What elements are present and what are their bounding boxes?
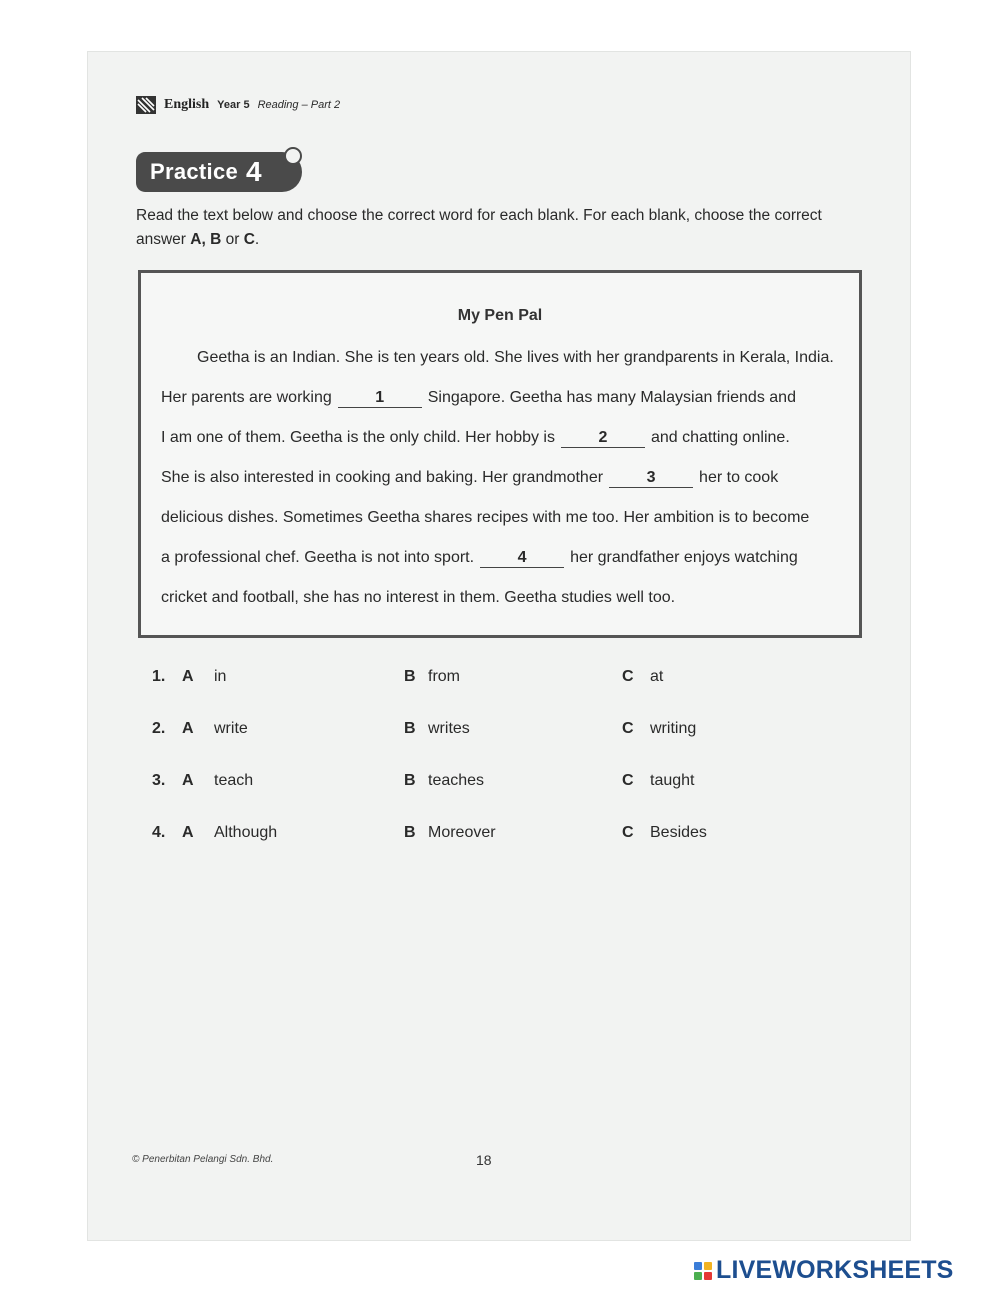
- instructions: [136, 204, 862, 252]
- option-b[interactable]: from: [428, 668, 460, 685]
- passage-text: Her parents are working: [161, 389, 332, 406]
- practice-label: Practice: [150, 159, 239, 184]
- option-letter-a: A: [182, 668, 194, 685]
- option-letter-c: C: [622, 772, 634, 789]
- blank-1[interactable]: 1: [338, 389, 422, 408]
- option-letter-c: C: [622, 824, 634, 841]
- passage-text: Geetha is an Indian. She is ten years old. She lives with her grandparents in Kerala, India.: [197, 349, 834, 366]
- passage-text: a professional chef. Geetha is not into sport.: [161, 549, 475, 566]
- instructions-bold-ab: A, B: [190, 231, 222, 248]
- passage-text: cricket and football, she has no interest in them. Geetha studies well too.: [161, 589, 676, 606]
- passage-line: [161, 469, 841, 488]
- blank-3[interactable]: 3: [609, 469, 693, 488]
- passage-text: Singapore. Geetha has many Malaysian friends and: [427, 389, 796, 406]
- passage-box: [138, 270, 862, 638]
- option-letter-a: A: [182, 772, 194, 789]
- option-letter-b: B: [404, 772, 416, 789]
- passage-text: She is also interested in cooking and baking. Her grandmother: [161, 469, 604, 486]
- watermark-text: LIVEWORKSHEETS: [716, 1256, 954, 1284]
- question-row: [152, 720, 852, 746]
- passage-line: [161, 389, 841, 408]
- passage-line: [161, 589, 841, 607]
- option-c[interactable]: writing: [650, 720, 697, 737]
- instructions-bold-c: C: [243, 231, 255, 248]
- option-letter-b: B: [404, 720, 416, 737]
- page-header: [136, 96, 340, 114]
- year-label: Year 5: [217, 99, 250, 111]
- instructions-period: .: [254, 231, 260, 248]
- blank-4[interactable]: 4: [480, 549, 564, 568]
- blank-2[interactable]: 2: [561, 429, 645, 448]
- option-b[interactable]: writes: [428, 720, 470, 737]
- section-label: Reading – Part 2: [257, 99, 341, 111]
- passage-text: her to cook: [699, 469, 779, 486]
- option-a[interactable]: write: [214, 720, 248, 737]
- option-c[interactable]: at: [650, 668, 664, 685]
- subject-label: English: [164, 97, 210, 112]
- option-c[interactable]: Besides: [650, 824, 707, 841]
- passage-text: I am one of them. Geetha is the only child. Her hobby is: [161, 429, 555, 446]
- magnifier-icon: [282, 146, 304, 168]
- option-b[interactable]: teaches: [428, 772, 485, 789]
- question-number: 2.: [152, 720, 166, 737]
- option-letter-b: B: [404, 824, 416, 841]
- copyright-text: © Penerbitan Pelangi Sdn. Bhd.: [132, 1154, 274, 1165]
- passage-text: delicious dishes. Sometimes Geetha shares recipes with me too. Her ambition is to become: [161, 509, 810, 526]
- question-row: [152, 668, 852, 694]
- passage-line: [161, 429, 841, 448]
- passage-text: and chatting online.: [650, 429, 790, 446]
- passage-line: [161, 549, 841, 568]
- option-letter-a: A: [182, 720, 194, 737]
- option-c[interactable]: taught: [650, 772, 695, 789]
- passage-line: [161, 509, 841, 527]
- page-number: 18: [476, 1152, 492, 1168]
- passage-title: My Pen Pal: [457, 307, 543, 324]
- option-a[interactable]: in: [214, 668, 227, 685]
- question-number: 3.: [152, 772, 166, 789]
- passage-text: her grandfather enjoys watching: [570, 549, 798, 566]
- option-letter-a: A: [182, 824, 194, 841]
- option-letter-c: C: [622, 668, 634, 685]
- option-letter-b: B: [404, 668, 416, 685]
- liveworksheets-logo-icon: [694, 1262, 712, 1280]
- option-a[interactable]: teach: [214, 772, 254, 789]
- instructions-or: or: [221, 231, 244, 248]
- question-number: 1.: [152, 668, 166, 685]
- publisher-logo-icon: [136, 96, 156, 114]
- question-row: [152, 824, 852, 850]
- practice-number: 4: [246, 156, 262, 187]
- option-b[interactable]: Moreover: [428, 824, 496, 841]
- option-letter-c: C: [622, 720, 634, 737]
- worksheet-page: [88, 52, 910, 1240]
- instructions-text: Read the text below and choose the correct word for each blank. For each blank, choose the correct answer: [136, 207, 822, 248]
- question-row: [152, 772, 852, 798]
- liveworksheets-watermark: [694, 1256, 954, 1285]
- question-number: 4.: [152, 824, 166, 841]
- passage-line: [161, 349, 877, 367]
- option-a[interactable]: Although: [214, 824, 278, 841]
- practice-badge: [136, 152, 302, 192]
